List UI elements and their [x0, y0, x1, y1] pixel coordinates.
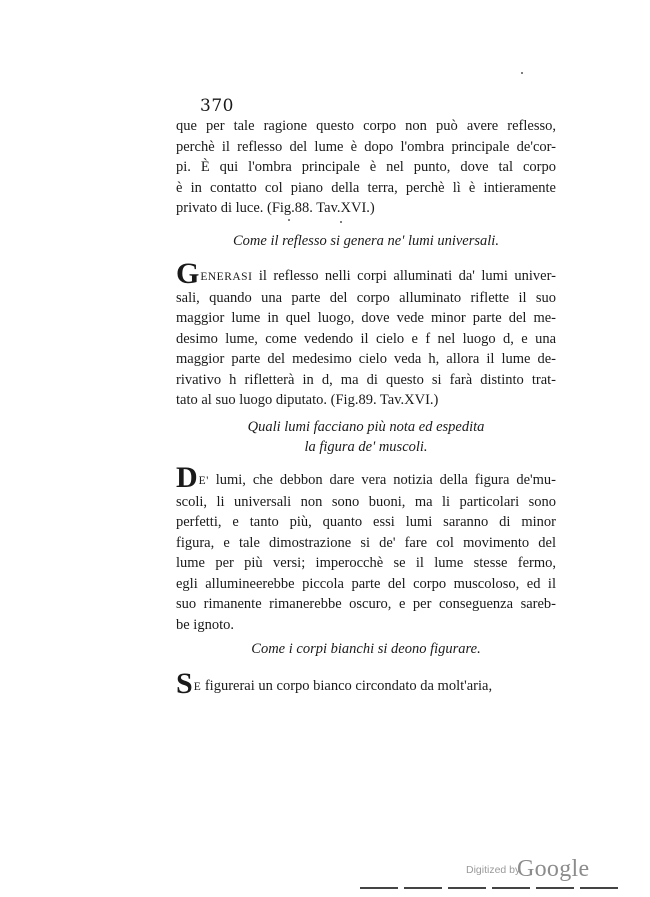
text-line: rivativo h rifletterà in d, ma di questo si farà distinto trat- — [176, 371, 556, 388]
drop-cap: G — [176, 257, 200, 290]
scan-speck — [521, 72, 523, 74]
paragraph-lumi — [176, 461, 556, 635]
text-line: SE figurerai un corpo bianco circondato da molt'aria, — [176, 667, 493, 700]
text-line: GENERASI il reflesso nelli corpi alluminati da' lumi univer- — [176, 257, 556, 290]
bottom-rule — [360, 887, 620, 889]
text-line: maggior parte del medesimo cielo veda h, allora il lume de- — [176, 351, 556, 367]
section-heading: Come il reflesso si genera ne' lumi universali. — [233, 233, 499, 249]
drop-cap: S — [176, 667, 193, 700]
scan-speck — [288, 219, 290, 221]
google-logo: Google — [517, 856, 590, 882]
text-line: be ignoto. — [176, 616, 234, 633]
text-line: tato al suo luogo diputato. (Fig.89. Tav.XVI.) — [176, 392, 439, 408]
section-heading — [176, 417, 556, 457]
text-line: DE' lumi, che debbon dare vera notizia della figura de'mu- — [176, 461, 556, 494]
section-heading: Come i corpi bianchi si deono figurare. — [251, 641, 481, 657]
text-line: è in contatto col piano della terra, perchè lì è intieramente — [176, 179, 556, 196]
drop-cap: D — [176, 461, 198, 494]
small-caps: ENERASI — [200, 271, 253, 283]
text-line: sali, quando una parte del corpo alluminato riflette il suo — [176, 289, 556, 306]
text-line: scoli, li universali non sono buoni, ma li particolari sono — [176, 493, 556, 510]
text-line: figura, e tale dimostrazione si de' fare col movimento del — [176, 534, 556, 551]
text-line: egli allumineerebbe piccola parte del corpo muscoloso, ed il — [176, 575, 556, 592]
small-caps: E — [193, 681, 202, 693]
text-line: privato di luce. (Fig.88. Tav.XVI.) — [176, 200, 375, 216]
text-line: lume per più versi; imperocchè se il lume stesse fermo, — [176, 555, 556, 571]
paragraph-reflesso — [176, 257, 556, 411]
text-line: perfetti, e tanto più, quanto essi lumi saranno di minor — [176, 514, 556, 530]
digitized-by-label: Digitized by — [466, 864, 521, 876]
text-line: pi. È qui l'ombra principale è nel punto, dove tal corpo — [176, 159, 556, 175]
text-line: que per tale ragione questo corpo non può avere reflesso, — [176, 118, 556, 134]
heading-line: Quali lumi facciano più nota ed espedita — [247, 419, 485, 435]
small-caps: E' — [198, 475, 209, 487]
text-line: suo rimanente rimanerebbe oscuro, e per conseguenza sareb- — [176, 596, 556, 612]
page-number: 370 — [200, 96, 234, 116]
paragraph-corpi-bianchi — [176, 667, 556, 700]
paragraph-continuation — [176, 116, 556, 219]
heading-line: la figura de' muscoli. — [304, 439, 428, 455]
text-line: perchè il reflesso del lume è dopo l'ombra principale de'cor- — [176, 138, 556, 155]
text-line: maggior lume in quel luogo, dove vede minor parte del me- — [176, 310, 556, 326]
scan-speck — [340, 221, 342, 223]
text-line: desimo lume, come vedendo il cielo e f nel luogo d, e una — [176, 330, 556, 347]
